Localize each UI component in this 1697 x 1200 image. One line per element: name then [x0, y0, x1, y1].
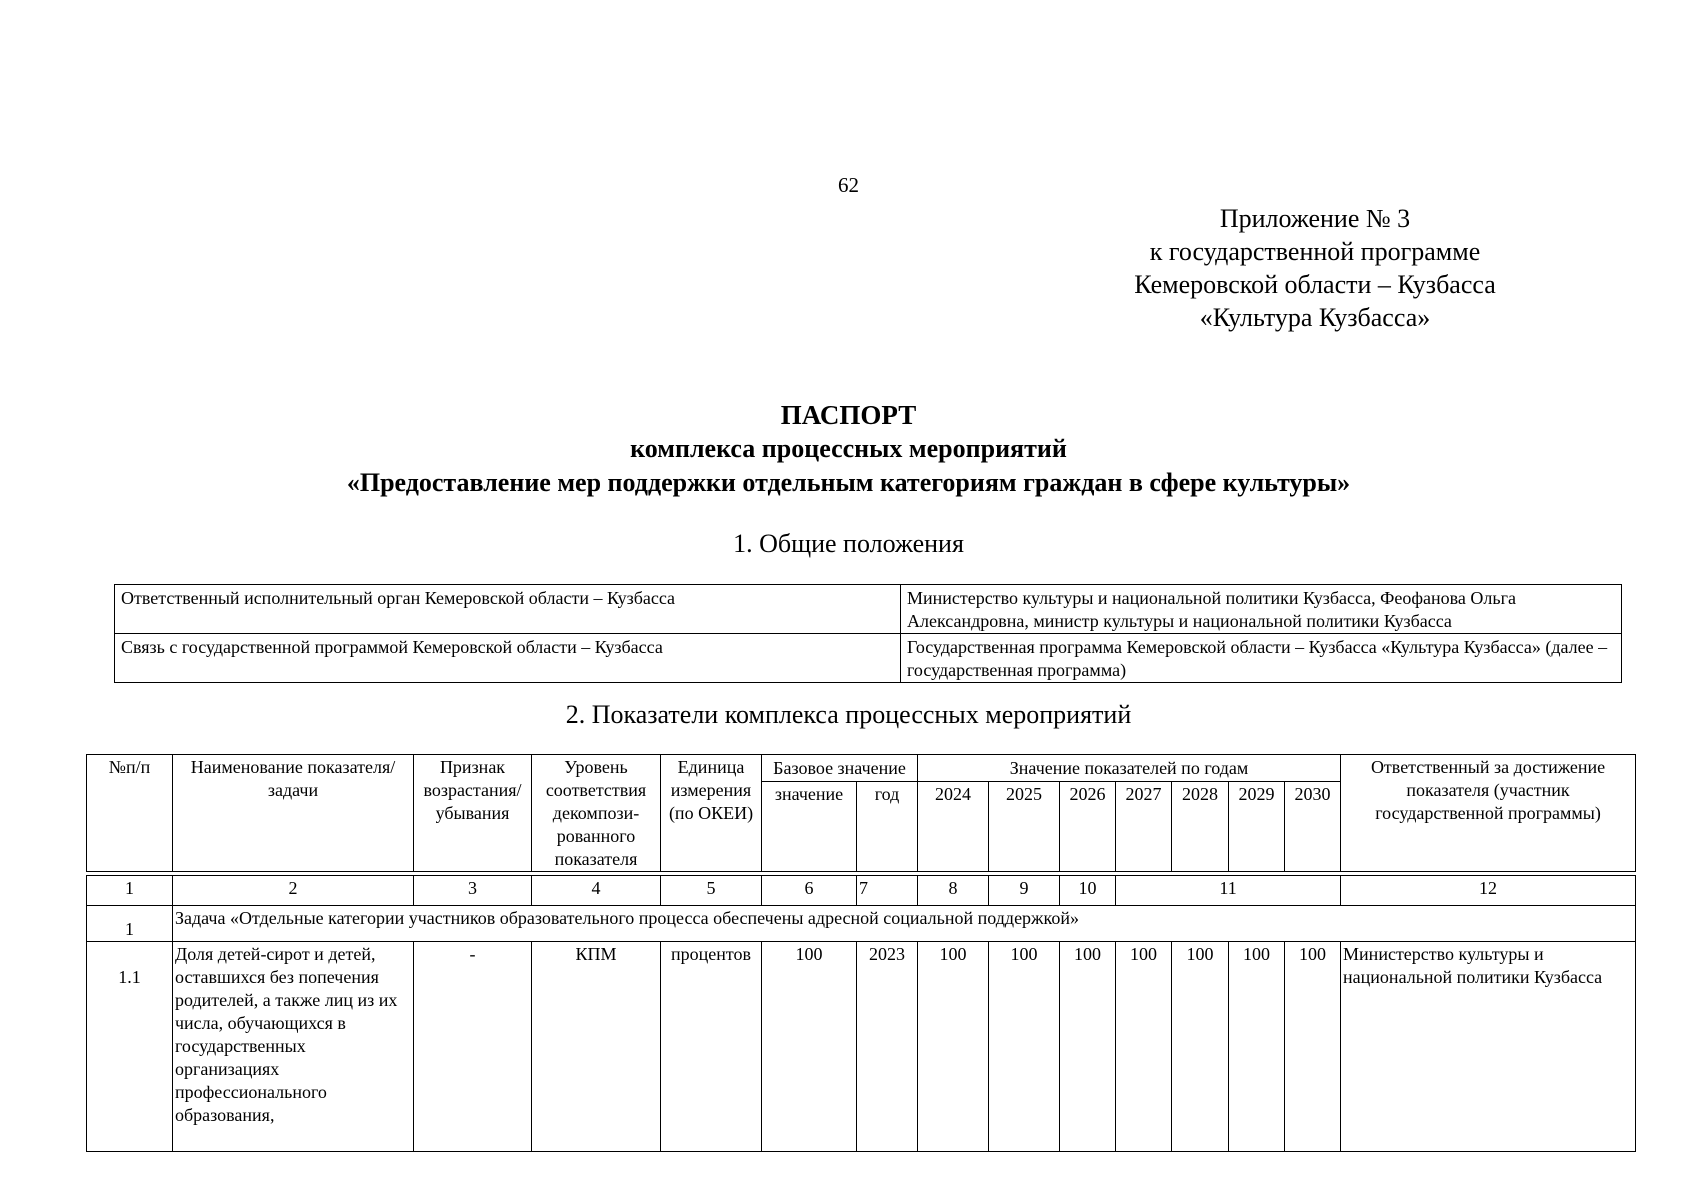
- general-label: Связь с государственной программой Кемеровской области – Кузбасса: [115, 634, 901, 683]
- indicator-value: 100: [1116, 942, 1172, 1152]
- indicator-value: 100: [918, 942, 989, 1152]
- indicator-responsible: Министерство культуры и национальной политики Кузбасса: [1341, 942, 1636, 1152]
- annex-line: Приложение № 3: [1219, 204, 1411, 233]
- column-number: 4: [532, 876, 661, 906]
- column-number: 11: [1116, 876, 1341, 906]
- header-year: 2027: [1116, 782, 1172, 872]
- header-num: №п/п: [87, 755, 173, 872]
- indicator-value: 100: [1229, 942, 1285, 1152]
- annex-line: Кемеровской области – Кузбасса: [1134, 270, 1496, 299]
- indicator-value: 100: [989, 942, 1060, 1152]
- header-row: [87, 755, 1636, 782]
- column-number: 1: [87, 876, 173, 906]
- general-row: [115, 585, 1622, 634]
- general-value: Государственная программа Кемеровской области – Кузбасса «Культура Кузбасса» (далее – государственная программа): [901, 634, 1622, 683]
- header-base: Базовое значение: [762, 755, 918, 782]
- header-sign: Признак возрастания/ убывания: [414, 755, 532, 872]
- header-year: 2028: [1172, 782, 1229, 872]
- column-number: 10: [1060, 876, 1116, 906]
- column-number: 5: [661, 876, 762, 906]
- annex-line: «Культура Кузбасса»: [1199, 303, 1431, 332]
- task-row: [87, 906, 1636, 942]
- general-provisions-table: [114, 584, 1622, 683]
- task-text: Задача «Отдельные категории участников образовательного процесса обеспечены адресной социальной поддержкой»: [173, 906, 1636, 942]
- general-row: [115, 634, 1622, 683]
- header-year: 2030: [1285, 782, 1341, 872]
- column-number: 2: [173, 876, 414, 906]
- section1-heading: 1. Общие положения: [733, 529, 964, 558]
- section2-heading: 2. Показатели комплекса процессных мероприятий: [565, 700, 1132, 729]
- header-responsible: Ответственный за достижение показателя (участник государственной программы): [1341, 755, 1636, 872]
- header-year: 2029: [1229, 782, 1285, 872]
- indicator-base-value: 100: [762, 942, 857, 1152]
- column-number: 9: [989, 876, 1060, 906]
- indicator-value: 100: [1172, 942, 1229, 1152]
- task-num: 1: [87, 906, 173, 942]
- title-subtitle: комплекса процессных мероприятий: [630, 434, 1067, 463]
- indicator-level: КПМ: [532, 942, 661, 1152]
- indicator-value: 100: [1285, 942, 1341, 1152]
- title-name: «Предоставление мер поддержки отдельным категориям граждан в сфере культуры»: [346, 468, 1351, 497]
- header-name: Наименование показателя/задачи: [173, 755, 414, 872]
- column-number: 3: [414, 876, 532, 906]
- indicator-base-year: 2023: [857, 942, 918, 1152]
- general-value: Министерство культуры и национальной политики Кузбасса, Феофанова Ольга Александровна, министр культуры и национальной политики Кузбасса: [901, 585, 1622, 634]
- header-unit: Единица измерения (по ОКЕИ): [661, 755, 762, 872]
- document-title: [0, 398, 1697, 500]
- annex-line: к государственной программе: [1149, 237, 1481, 266]
- column-number: 7: [857, 876, 918, 906]
- header-year: 2024: [918, 782, 989, 872]
- header-base-value: значение: [762, 782, 857, 872]
- header-years-group: Значение показателей по годам: [918, 755, 1341, 782]
- column-number: 8: [918, 876, 989, 906]
- column-numbers-row: [87, 876, 1636, 906]
- column-number: 6: [762, 876, 857, 906]
- indicator-row: [87, 942, 1636, 1152]
- indicator-sign: -: [414, 942, 532, 1152]
- indicator-value: 100: [1060, 942, 1116, 1152]
- general-label: Ответственный исполнительный орган Кемеровской области – Кузбасса: [115, 585, 901, 634]
- header-year: 2026: [1060, 782, 1116, 872]
- indicator-name: Доля детей-сирот и детей, оставшихся без попечения родителей, а также лиц из их числа, обучающихся в государственных организациях профессионального образования,: [173, 942, 414, 1152]
- indicator-unit: процентов: [661, 942, 762, 1152]
- header-level: Уровень соответствия декомпози-рованного показателя: [532, 755, 661, 872]
- header-year: 2025: [989, 782, 1060, 872]
- indicators-table: [86, 754, 1636, 1152]
- annex-block: [1120, 202, 1510, 334]
- header-base-year: год: [857, 782, 918, 872]
- page-number: 62: [838, 173, 859, 197]
- column-number: 12: [1341, 876, 1636, 906]
- title-passport: ПАСПОРТ: [780, 400, 917, 430]
- indicator-num: 1.1: [87, 942, 173, 1152]
